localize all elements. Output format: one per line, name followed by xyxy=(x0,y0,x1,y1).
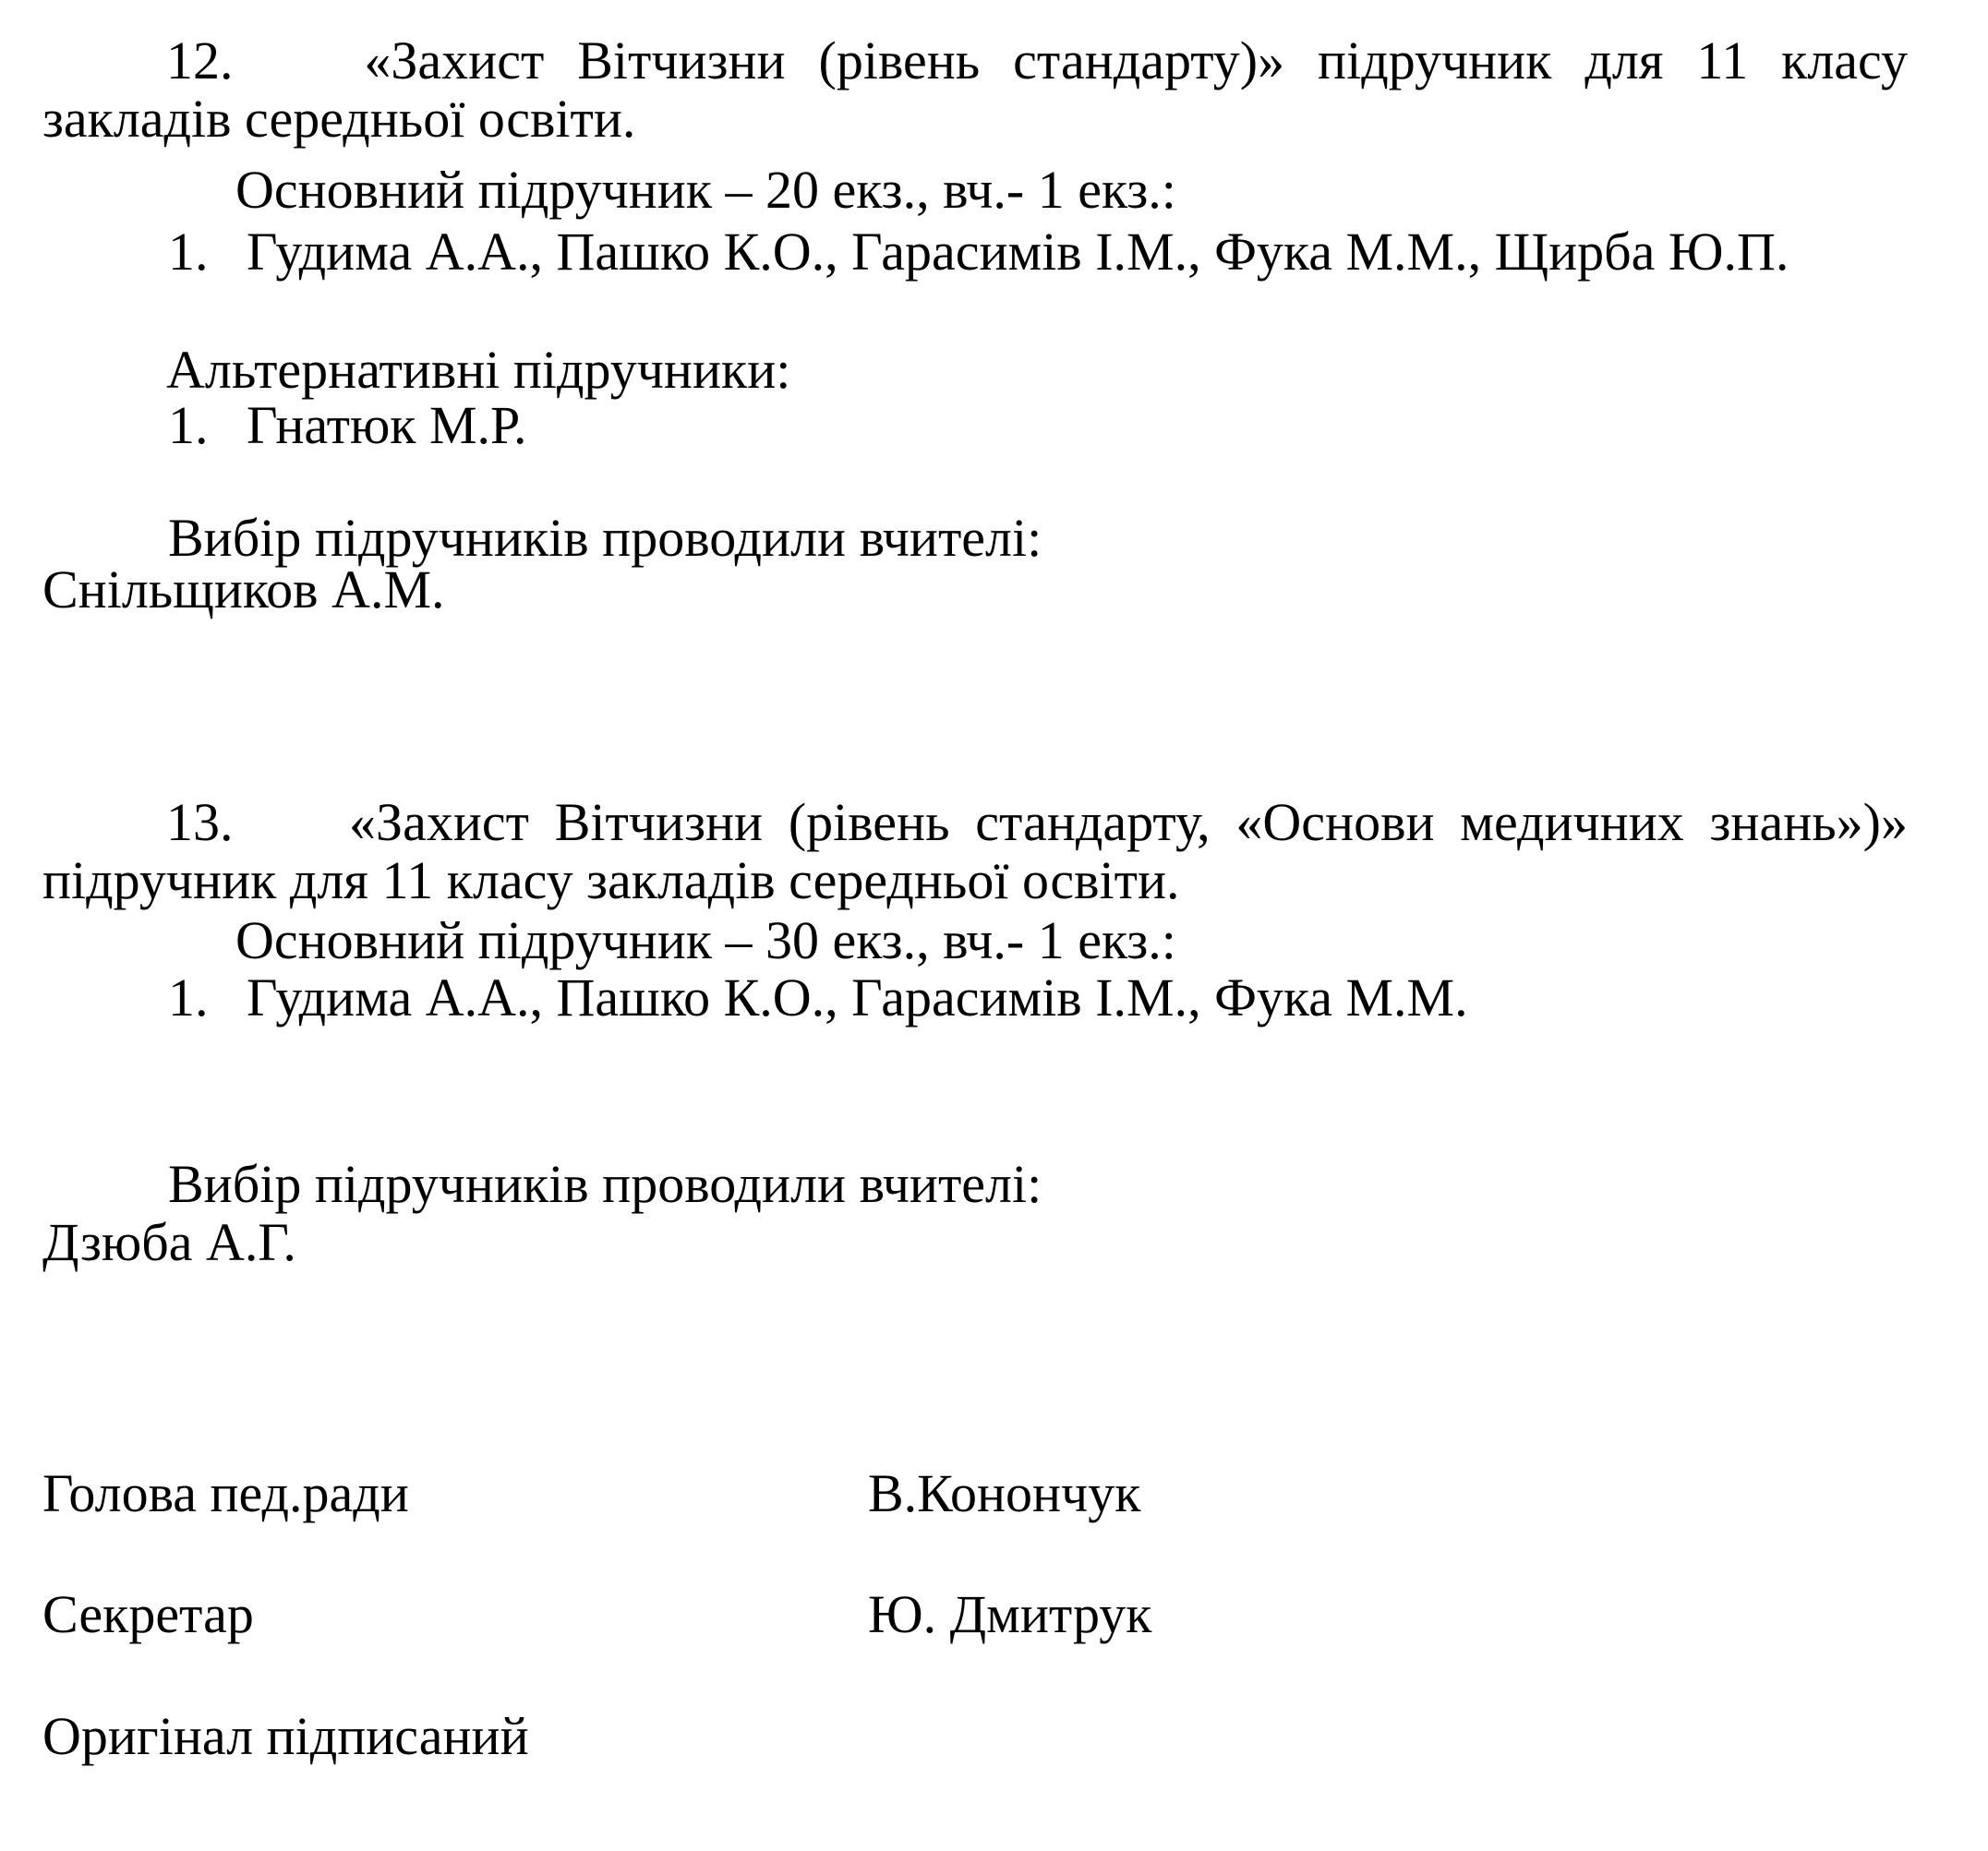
item-12-heading-line-2: закладів середньої освіти. xyxy=(42,89,636,149)
item-12-alternative-authors-text: Гнатюк М.Р. xyxy=(247,395,527,455)
item-13-heading-line-2: підручник для 11 класу закладів середньої освіти. xyxy=(42,850,1180,910)
item-12-number: 12. xyxy=(166,30,234,90)
item-12-alternative-item-number: 1. xyxy=(168,395,209,455)
item-13 xyxy=(42,793,1908,1271)
item-13-heading-text: «Захист Вітчизни (рівень стандарту, «Основи медичних знань»)» xyxy=(349,792,1908,852)
original-signed-note: Оригінал підписаний xyxy=(42,1706,529,1766)
chairman-name: В.Конончук xyxy=(868,1463,1141,1523)
signature-row-secretary xyxy=(42,1585,1908,1643)
item-12-copies-line: Основний підручник – 20 екз., вч.- 1 екз.: xyxy=(235,160,1176,220)
item-12-selection-label: Вибір підручників проводили вчителі: xyxy=(168,508,1042,568)
item-13-teachers: Дзюба А.Г. xyxy=(42,1212,296,1272)
item-13-authors-text: Гудима А.А., Пашко К.О., Гарасимів І.М., Фука М.М. xyxy=(247,968,1468,1028)
signature-row-chairman xyxy=(42,1464,1908,1522)
item-12-heading-line-1 xyxy=(42,31,1908,90)
document-content xyxy=(42,31,1908,1765)
item-13-heading-line-1 xyxy=(42,793,1908,851)
chairman-role-label: Голова пед.ради xyxy=(42,1463,409,1523)
item-13-number: 13. xyxy=(166,792,234,852)
item-12-authors-text: Гудима А.А., Пашко К.О., Гарасимів І.М., Фука М.М., Щирба Ю.П. xyxy=(247,222,1789,282)
item-12-heading-text: «Захист Вітчизни (рівень стандарту)» підручник для 11 класу xyxy=(364,30,1909,90)
item-12-alternative-list-item xyxy=(42,396,1908,454)
item-13-authors-item-number: 1. xyxy=(168,968,209,1028)
item-12-alternatives-label: Альтернативні підручники: xyxy=(166,340,791,400)
item-12-authors-item-number: 1. xyxy=(168,222,209,282)
item-12-teachers: Снільщиков А.М. xyxy=(42,559,445,619)
item-12-authors-list-item xyxy=(42,222,1908,281)
item-13-copies-line: Основний підручник – 30 екз., вч.- 1 екз.: xyxy=(235,910,1176,970)
signature-block xyxy=(42,1464,1908,1765)
item-13-selection-label: Вибір підручників проводили вчителі: xyxy=(168,1154,1042,1214)
secretary-role-label: Секретар xyxy=(42,1584,254,1644)
secretary-name: Ю. Дмитрук xyxy=(868,1584,1152,1644)
item-12 xyxy=(42,31,1908,619)
item-13-authors-list-item xyxy=(42,968,1908,1027)
